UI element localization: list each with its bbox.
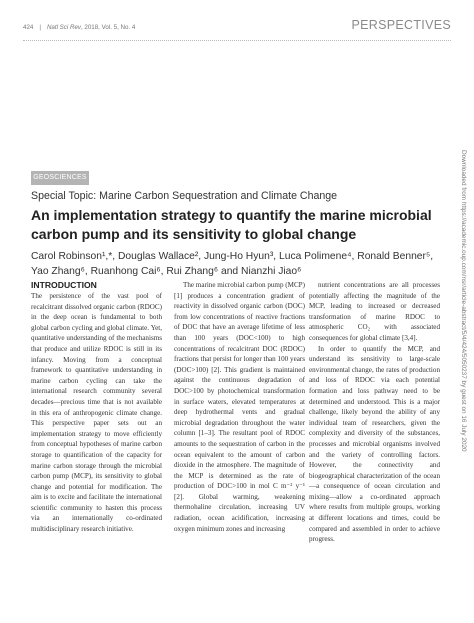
text-column-1: [31, 291, 162, 535]
download-note-text: Downloaded from https://academic.oup.com/nsr/article-abstract/5/4/424/5050237 by guest on 16 July 2020: [460, 150, 467, 452]
paragraph: The persistence of the vast pool of recalcitrant dissolved organic carbon (RDOC) in the deep ocean is fundamental to both global carbon cycling and global climate. Yet, quantitative understanding of the mechanisms that produce and utilize RDOC is still in its infancy. Moving from a conceptual framework to quantitative understanding in marine carbon cycling can take the international research community several decades—precious time that is not available in this era of anthropogenic climate change. This perspective paper sets out an implementation strategy to move efficiently from conceptual hypotheses of marine carbon storage to quantification of the capacity for marine carbon storage through the microbial carbon pump (MCP), its sensitivity to global change and potential for modification. The aim is to excite and facilitate the international scientific community to hasten this process via an internationally co-ordinated multidisciplinary research initiative.: [31, 292, 162, 534]
special-topic: Special Topic: Marine Carbon Sequestration and Climate Change: [31, 190, 338, 202]
author-list: Carol Robinson¹,*, Douglas Wallace², Jung-Ho Hyun³, Luca Polimene⁴, Ronald Benner⁵, Yao Zhang⁶, Ruanhong Cai⁶, Rui Zhang⁶ and Nianzhi Jiao⁶: [31, 251, 434, 277]
header-rule: [23, 40, 451, 41]
paragraph: nutrient concentrations are all processes potentially affecting the magnitude of the MCP, leading to increased or decreased transformation of marine RDOC to atmospheric CO₂ with associated consequences for global climate [3,4].: [309, 281, 440, 342]
journal-name: Natl Sci Rev: [46, 24, 81, 31]
text-column-3: [309, 280, 440, 545]
download-note: [457, 150, 467, 600]
header-separator: |: [39, 24, 41, 31]
running-header: [23, 24, 135, 31]
page-number: 424: [23, 24, 34, 31]
article-title: An implementation strategy to quantify the marine microbial carbon pump and its sensitivity to global change: [31, 207, 432, 242]
paragraph: In order to quantify the MCP, and understand its sensitivity to large-scale environmental change, the rates of production and loss of RDOC via each potential formation and loss pathway need to be determined and understood. This is a major challenge, likely beyond the ability of any individual team of researchers, given the complexity and diversity of the substances, processes and microbial organisms involved and the variety of controlling factors. However, the connectivity and biogeographical characterization of the ocean—a consequence of ocean circulation and mixing—allow a co-ordinated approach where results from multiple groups, working at different locations and times, could be compared and assembled in order to achieve progress.: [309, 344, 440, 544]
subject-badge: GEOSCIENCES: [31, 171, 89, 185]
section-heading-introduction: INTRODUCTION: [31, 280, 97, 290]
page-header: [23, 18, 451, 38]
section-label: PERSPECTIVES: [351, 18, 451, 32]
journal-citation: , 2018, Vol. 5, No. 4: [80, 24, 136, 31]
paragraph: The marine microbial carbon pump (MCP) [1] produces a concentration gradient of reactivity in dissolved organic carbon (DOC) from low concentrations of reactive fractions of DOC that have an average lifetime of less than 100 years (DOC<100) to high concentrations of recalcitrant DOC (RDOC) fractions that persist for longer than 100 years (DOC>100) [2]. This gradient is maintained against the continuous degradation of DOC>100 by photochemical transformation in surface waters, elevated temperatures at deep hydrothermal vents and gradual microbial degradation throughout the water column [1–3]. The resultant pool of RDOC amounts to the sequestration of carbon in the ocean equivalent to the amount of carbon dioxide in the atmosphere. The magnitude of the MCP is determined as the rate of production of DOC>100 in mol C m⁻² y⁻¹ [2]. Global warming, weakening thermohaline circulation, increasing UV radiation, ocean acidification, increasing oxygen minimum zones and increasing: [174, 281, 305, 533]
text-column-2: [174, 280, 305, 534]
